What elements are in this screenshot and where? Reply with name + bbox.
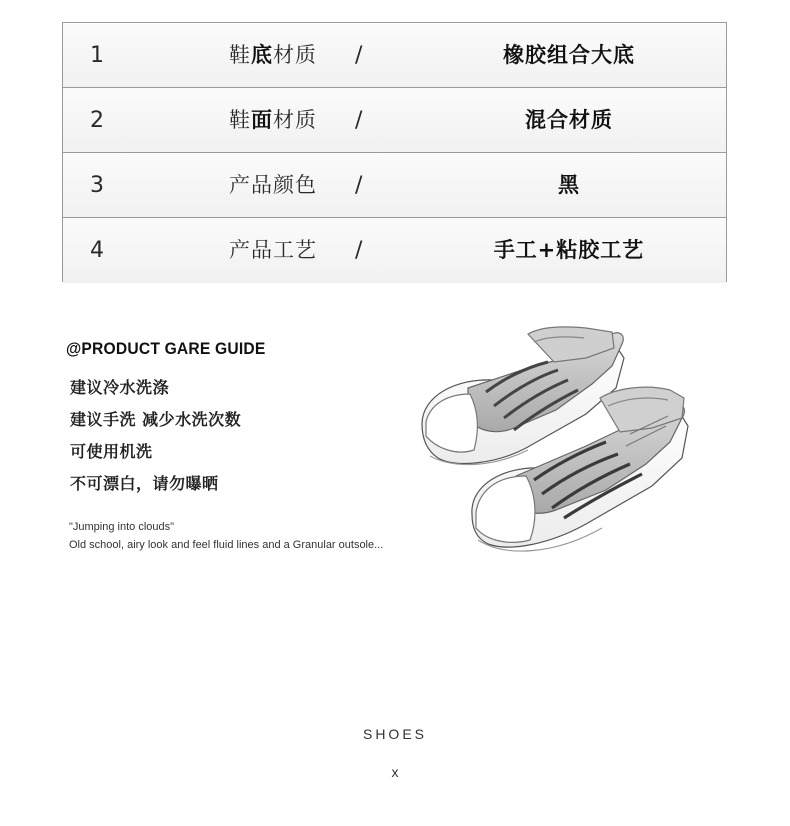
footer-category-label: SHOES [362,726,427,742]
sneakers-pair-sketch-icon [416,318,700,564]
care-item: 可使用机洗 [70,442,153,461]
row-value: 橡胶组合大底 [503,43,635,67]
spec-row-craft [63,218,726,283]
spec-row-color [63,153,726,218]
row-separator: / [355,43,363,68]
row-value: 混合材质 [525,108,613,132]
row-value: 黑 [558,173,580,197]
care-item: 建议手洗 减少水洗次数 [70,410,242,429]
row-label: 鞋面材质 [229,108,317,132]
row-label: 产品工艺 [229,238,317,262]
care-guide-title: @PRODUCT GARE GUIDE [66,339,266,358]
care-item: 不可漂白，请勿曝晒 [70,474,219,493]
care-guide [66,338,426,500]
spec-row-upper-material [63,88,726,153]
tagline-quote: "Jumping into clouds" [69,521,175,533]
row-number: 4 [90,238,104,263]
tagline [69,518,383,554]
row-number: 1 [90,43,104,68]
row-label: 产品颜色 [229,173,317,197]
row-number: 3 [90,173,104,198]
row-separator: / [355,173,363,198]
tagline-description: Old school, airy look and feel fluid lines and a Granular outsole... [69,539,384,551]
row-separator: / [355,108,363,133]
row-number: 2 [90,108,104,133]
footer-mark: x [391,764,399,780]
care-list [66,372,426,500]
row-value: 手工+粘胶工艺 [493,238,645,262]
spec-table [62,22,727,282]
spec-row-sole-material [63,23,726,88]
care-item: 建议冷水洗涤 [70,378,170,397]
row-separator: / [355,238,363,263]
row-label: 鞋底材质 [229,43,317,67]
